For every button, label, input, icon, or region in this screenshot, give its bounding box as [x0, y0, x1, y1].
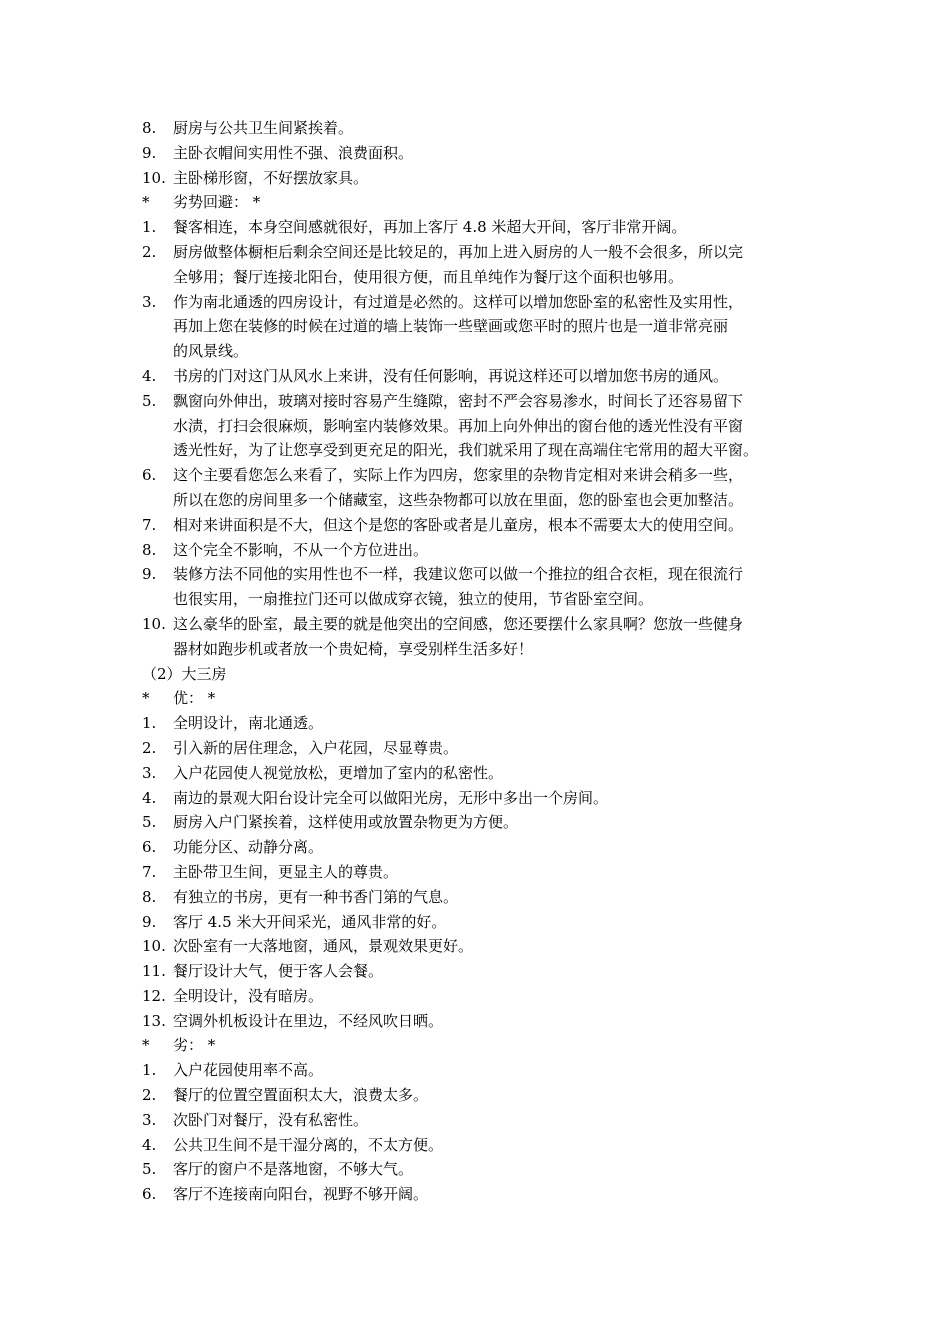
list-number: 5.: [142, 1160, 157, 1179]
list-item-text: 透光性好，为了让您享受到更充足的阳光，我们就采用了现在高端住宅常用的超大平窗。: [173, 441, 759, 460]
list-number: 6.: [142, 466, 157, 485]
list-number: 13.: [142, 1011, 166, 1030]
list-number: 8.: [142, 887, 157, 906]
list-number: 10.: [142, 937, 166, 956]
text-line: [0, 959, 950, 984]
list-item-text: 南边的景观大阳台设计完全可以做阳光房，无形中多出一个房间。: [173, 788, 609, 807]
text-line: [0, 885, 950, 910]
list-item-text: 引入新的居住理念，入户花园，尽显尊贵。: [173, 738, 459, 757]
list-item-text: 餐厅的位置空置面积太大，浪费太多。: [173, 1086, 429, 1105]
list-item-text: 空调外机板设计在里边，不经风吹日晒。: [173, 1011, 444, 1030]
text-line: [0, 389, 950, 414]
list-item-text: 客厅 4.5 米大开间采光，通风非常的好。: [173, 912, 447, 931]
list-number: 6.: [142, 838, 157, 857]
list-number: 9.: [142, 143, 157, 162]
text-line: [0, 810, 950, 835]
text-line: [0, 414, 950, 439]
list-number: 7.: [142, 515, 157, 534]
text-line: [0, 314, 950, 339]
list-item-text: 全够用；餐厅连接北阳台，使用很方便，而且单纯作为餐厅这个面积也够用。: [173, 267, 684, 286]
text-line: [0, 1009, 950, 1034]
list-number: 5.: [142, 391, 157, 410]
text-line: [0, 116, 950, 141]
list-item-text: 飘窗向外伸出，玻璃对接时容易产生缝隙，密封不严会容易渗水，时间长了还容易留下: [173, 391, 744, 410]
list-number: *: [142, 689, 150, 708]
text-line: [0, 1058, 950, 1083]
list-number: 2.: [142, 738, 157, 757]
text-line: [0, 290, 950, 315]
list-item-text: 主卧梯形窗，不好摆放家具。: [173, 168, 369, 187]
list-number: 7.: [142, 862, 157, 881]
text-line: [0, 711, 950, 736]
text-line: [0, 166, 950, 191]
list-item-text: 厨房入户门紧挨着，这样使用或放置杂物更为方便。: [173, 813, 519, 832]
list-item-text: 这么豪华的卧室，最主要的就是他突出的空间感，您还要摆什么家具啊？您放一些健身: [173, 614, 744, 633]
list-number: 4.: [142, 366, 157, 385]
text-line: [0, 265, 950, 290]
list-number: 1.: [142, 218, 157, 237]
text-line: [0, 488, 950, 513]
list-item-text: 也很实用，一扇推拉门还可以做成穿衣镜，独立的使用，节省卧室空间。: [173, 590, 654, 609]
list-item-text: 书房的门对这门从风水上来讲，没有任何影响，再说这样还可以增加您书房的通风。: [173, 366, 729, 385]
list-number: 6.: [142, 1185, 157, 1204]
text-line: [0, 1108, 950, 1133]
list-number: 3.: [142, 763, 157, 782]
list-item-text: 功能分区、动静分离。: [173, 838, 324, 857]
list-number: 11.: [142, 962, 166, 981]
list-number: 4.: [142, 788, 157, 807]
text-line: [0, 562, 950, 587]
list-item-text: 装修方法不同他的实用性也不一样，我建议您可以做一个推拉的组合衣柜，现在很流行: [173, 565, 744, 584]
list-item-text: 客厅的窗户不是落地窗，不够大气。: [173, 1160, 414, 1179]
text-line: [0, 1033, 950, 1058]
list-item-text: 劣： *: [173, 1036, 216, 1055]
text-line: [0, 1182, 950, 1207]
list-item-text: 器材如跑步机或者放一个贵妃椅，享受别样生活多好！: [173, 639, 534, 658]
list-item-text: 入户花园使人视觉放松，更增加了室内的私密性。: [173, 763, 504, 782]
list-number: 8.: [142, 119, 157, 137]
text-line: [0, 513, 950, 538]
text-line: [0, 538, 950, 563]
text-line: [0, 662, 950, 687]
text-line: [0, 1133, 950, 1158]
list-item-text: 次卧室有一大落地窗，通风，景观效果更好。: [173, 937, 474, 956]
text-line: [0, 910, 950, 935]
list-item-text: 餐客相连，本身空间感就很好，再加上客厅 4.8 米超大开间，客厅非常开阔。: [173, 218, 687, 237]
list-number: 1.: [142, 714, 157, 733]
text-line: [0, 587, 950, 612]
list-number: 8.: [142, 540, 157, 559]
section-heading: （2）大三房: [142, 664, 227, 683]
text-line: [0, 860, 950, 885]
list-item-text: 相对来讲面积是不大，但这个是您的客卧或者是儿童房，根本不需要太大的使用空间。: [173, 515, 744, 534]
list-item-text: 主卧衣帽间实用性不强、浪费面积。: [173, 143, 414, 162]
list-number: 3.: [142, 292, 157, 311]
text-line: [0, 612, 950, 637]
text-line: [0, 984, 950, 1009]
list-item-text: 客厅不连接南向阳台，视野不够开阔。: [173, 1185, 429, 1204]
list-number: 12.: [142, 986, 166, 1005]
text-line: [0, 339, 950, 364]
list-item-text: 厨房做整体橱柜后剩余空间还是比较足的，再加上进入厨房的人一般不会很多，所以完: [173, 242, 744, 261]
list-item-text: 作为南北通透的四房设计，有过道是必然的。这样可以增加您卧室的私密性及实用性，: [173, 292, 744, 311]
list-number: 10.: [142, 614, 166, 633]
text-line: [0, 1157, 950, 1182]
list-number: *: [142, 193, 150, 212]
list-item-text: 这个完全不影响，不从一个方位进出。: [173, 540, 429, 559]
list-number: 9.: [142, 912, 157, 931]
text-line: [0, 215, 950, 240]
list-number: 4.: [142, 1135, 157, 1154]
list-item-text: 次卧门对餐厅，没有私密性。: [173, 1110, 369, 1129]
list-item-text: 劣势回避： *: [173, 193, 261, 212]
text-line: [0, 190, 950, 215]
list-item-text: 的风景线。: [173, 342, 249, 361]
document-page: [0, 116, 950, 1207]
list-number: 3.: [142, 1110, 157, 1129]
text-line: [0, 761, 950, 786]
text-line: [0, 463, 950, 488]
text-line: [0, 786, 950, 811]
list-item-text: 优： *: [173, 689, 216, 708]
text-line: [0, 934, 950, 959]
text-line: [0, 835, 950, 860]
text-line: [0, 364, 950, 389]
list-item-text: 这个主要看您怎么来看了，实际上作为四房，您家里的杂物肯定相对来讲会稍多一些，: [173, 466, 744, 485]
text-line: [0, 686, 950, 711]
text-line: [0, 637, 950, 662]
list-item-text: 主卧带卫生间，更显主人的尊贵。: [173, 862, 399, 881]
list-number: *: [142, 1036, 150, 1055]
list-number: 9.: [142, 565, 157, 584]
list-item-text: 公共卫生间不是干湿分离的，不太方便。: [173, 1135, 444, 1154]
list-number: 5.: [142, 813, 157, 832]
list-item-text: 厨房与公共卫生间紧挨着。: [173, 119, 354, 137]
text-line: [0, 438, 950, 463]
list-item-text: 所以在您的房间里多一个储藏室，这些杂物都可以放在里面，您的卧室也会更加整洁。: [173, 490, 744, 509]
text-line: [0, 141, 950, 166]
text-line: [0, 240, 950, 265]
list-item-text: 有独立的书房，更有一种书香门第的气息。: [173, 887, 459, 906]
list-item-text: 餐厅设计大气，便于客人会餐。: [173, 962, 384, 981]
list-item-text: 再加上您在装修的时候在过道的墙上装饰一些壁画或您平时的照片也是一道非常亮丽: [173, 317, 729, 336]
list-item-text: 全明设计，南北通透。: [173, 714, 324, 733]
text-line: [0, 1083, 950, 1108]
list-number: 2.: [142, 242, 157, 261]
text-line: [0, 736, 950, 761]
list-item-text: 水渍，打扫会很麻烦，影响室内装修效果。再加上向外伸出的窗台他的透光性没有平窗: [173, 416, 744, 435]
list-item-text: 全明设计，没有暗房。: [173, 986, 324, 1005]
list-number: 10.: [142, 168, 166, 187]
list-item-text: 入户花园使用率不高。: [173, 1061, 324, 1080]
list-number: 1.: [142, 1061, 157, 1080]
list-number: 2.: [142, 1086, 157, 1105]
